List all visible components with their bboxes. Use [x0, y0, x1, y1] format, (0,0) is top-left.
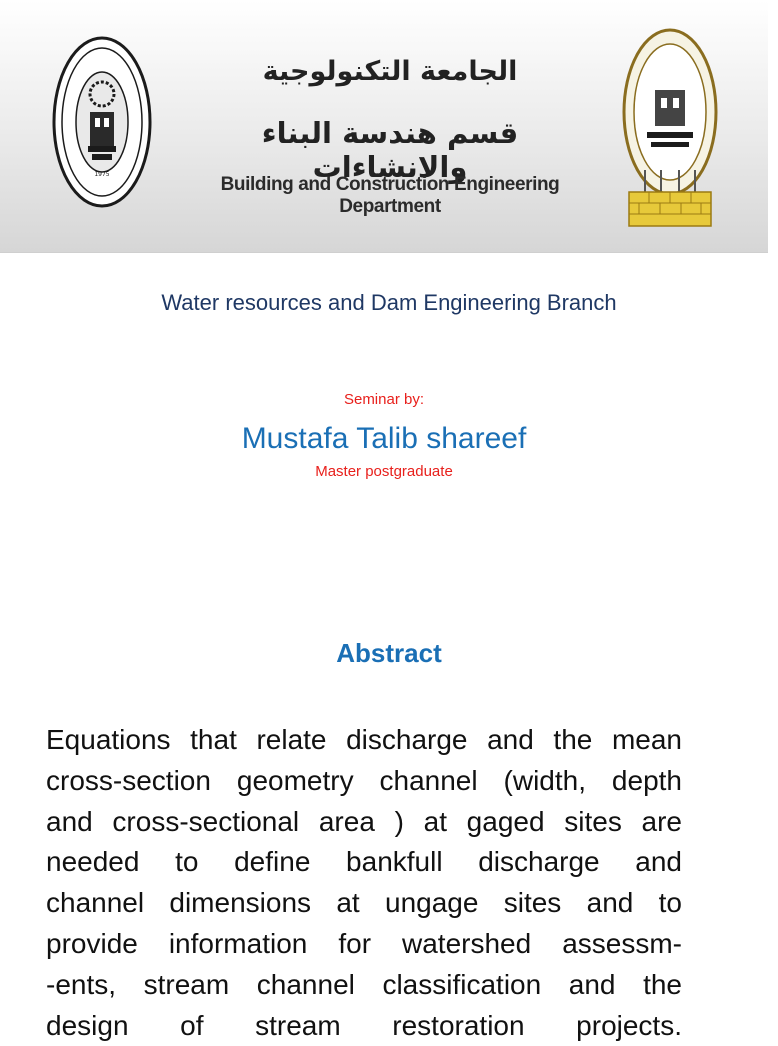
- abstract-line: Equations that relate discharge and the mean: [46, 724, 682, 755]
- branch-title: Water resources and Dam Engineering Branch: [161, 290, 617, 315]
- seminar-by-label: Seminar by:: [343, 391, 425, 408]
- abstract-line: and cross-sectional area ) at gaged sites are: [46, 805, 682, 837]
- university-logo: [52, 36, 152, 208]
- abstract-line: design of stream restoration projects.: [46, 1009, 682, 1041]
- author-name: Mustafa Talib shareef: [241, 422, 527, 455]
- abstract-line: -ents, stream channel classification and the: [46, 968, 682, 1000]
- author-role: Master postgraduate: [315, 463, 453, 480]
- english-department-name: Building and Construction Engineering Department: [220, 174, 560, 217]
- arabic-university-name: الجامعة التكنولوجية: [262, 56, 518, 87]
- abstract-line: provide information for watershed assessm-: [46, 927, 682, 959]
- abstract-line: channel dimensions at ungage sites and to: [46, 887, 682, 919]
- abstract-body: [46, 720, 682, 1046]
- abstract-line: needed to define bankfull discharge and: [46, 846, 682, 878]
- department-logo: [617, 20, 723, 232]
- arabic-department-name: قسم هندسة البناء والانشاءات: [261, 116, 519, 184]
- header-banner: [0, 0, 768, 253]
- svg-text:1975: 1975: [94, 171, 110, 178]
- abstract-heading: Abstract: [336, 638, 442, 668]
- abstract-line: cross-section geometry channel (width, depth: [46, 764, 682, 796]
